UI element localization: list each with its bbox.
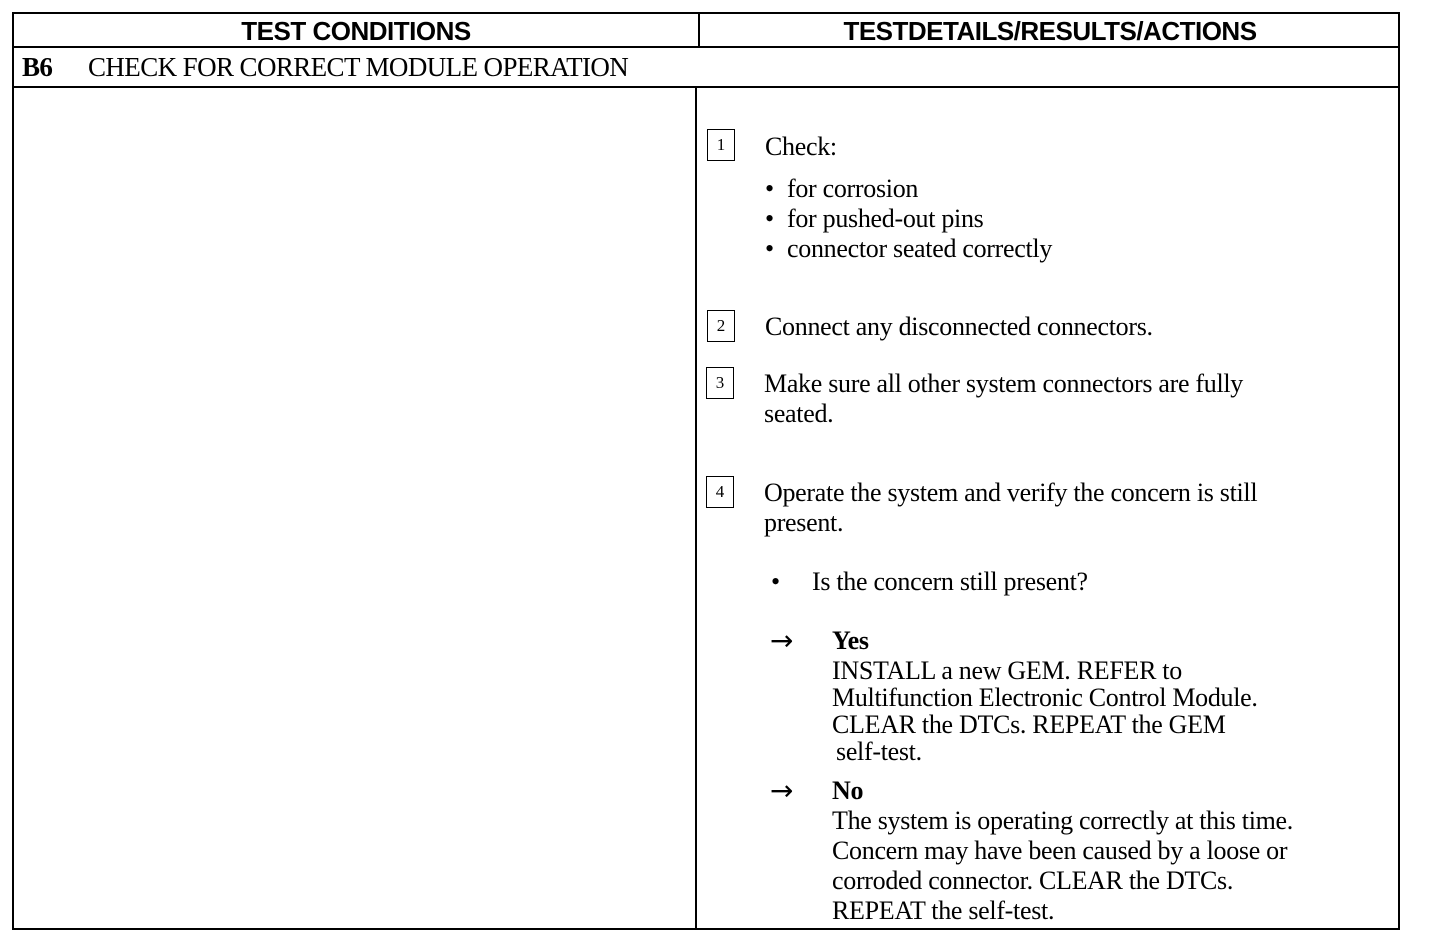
list-item: • for pushed-out pins xyxy=(763,204,1052,234)
no-line-4: REPEAT the self-test. xyxy=(832,896,1055,925)
item-1-bullet-list xyxy=(763,174,1052,264)
no-line-3: corroded connector. CLEAR the DTCs. xyxy=(832,866,1234,895)
no-line-1: The system is operating correctly at this time. xyxy=(832,806,1293,835)
yes-line-1: INSTALL a new GEM. REFER to xyxy=(832,656,1182,685)
step-number-box-3: 3 xyxy=(706,367,734,399)
step-number-box-2: 2 xyxy=(707,310,735,342)
question-bullet: • xyxy=(771,567,780,596)
yes-line-3: CLEAR the DTCs. REPEAT the GEM xyxy=(832,710,1226,739)
item-4-line-1: Operate the system and verify the concern is still xyxy=(764,478,1258,507)
header-test-conditions: TEST CONDITIONS xyxy=(241,16,471,46)
step-title-row xyxy=(14,48,1398,88)
step-id: B6 xyxy=(22,52,53,82)
item-1-text: Check: xyxy=(765,132,837,161)
no-action xyxy=(832,806,1293,926)
step-title-text: CHECK FOR CORRECT MODULE OPERATION xyxy=(88,52,629,82)
item-3-text xyxy=(764,369,1243,429)
yes-arrow-icon: → xyxy=(770,624,794,657)
column-divider xyxy=(695,88,697,930)
item-3-line-1: Make sure all other system connectors are fully xyxy=(764,369,1244,398)
step-number-box-1: 1 xyxy=(707,129,735,161)
list-item: • for corrosion xyxy=(763,174,1052,204)
table-header-row xyxy=(14,14,1398,48)
item-3-line-2: seated. xyxy=(764,399,834,428)
step-number-box-4: 4 xyxy=(706,476,734,508)
item-4-text xyxy=(764,478,1257,538)
no-line-2: Concern may have been caused by a loose or xyxy=(832,836,1288,865)
yes-line-2: Multifunction Electronic Control Module. xyxy=(832,683,1258,712)
diagnostic-table xyxy=(12,12,1400,930)
no-label: No xyxy=(832,776,864,805)
item-2-text: Connect any disconnected connectors. xyxy=(765,312,1153,341)
yes-label: Yes xyxy=(832,626,869,655)
question-text: Is the concern still present? xyxy=(812,567,1088,596)
list-item: • connector seated correctly xyxy=(763,234,1052,264)
item-4-line-2: present. xyxy=(764,508,844,537)
header-test-details: TESTDETAILS/RESULTS/ACTIONS xyxy=(843,16,1257,46)
step-title xyxy=(22,50,628,84)
no-arrow-icon: → xyxy=(770,774,794,807)
yes-line-4: self-test. xyxy=(836,737,922,766)
yes-action xyxy=(832,657,1258,765)
